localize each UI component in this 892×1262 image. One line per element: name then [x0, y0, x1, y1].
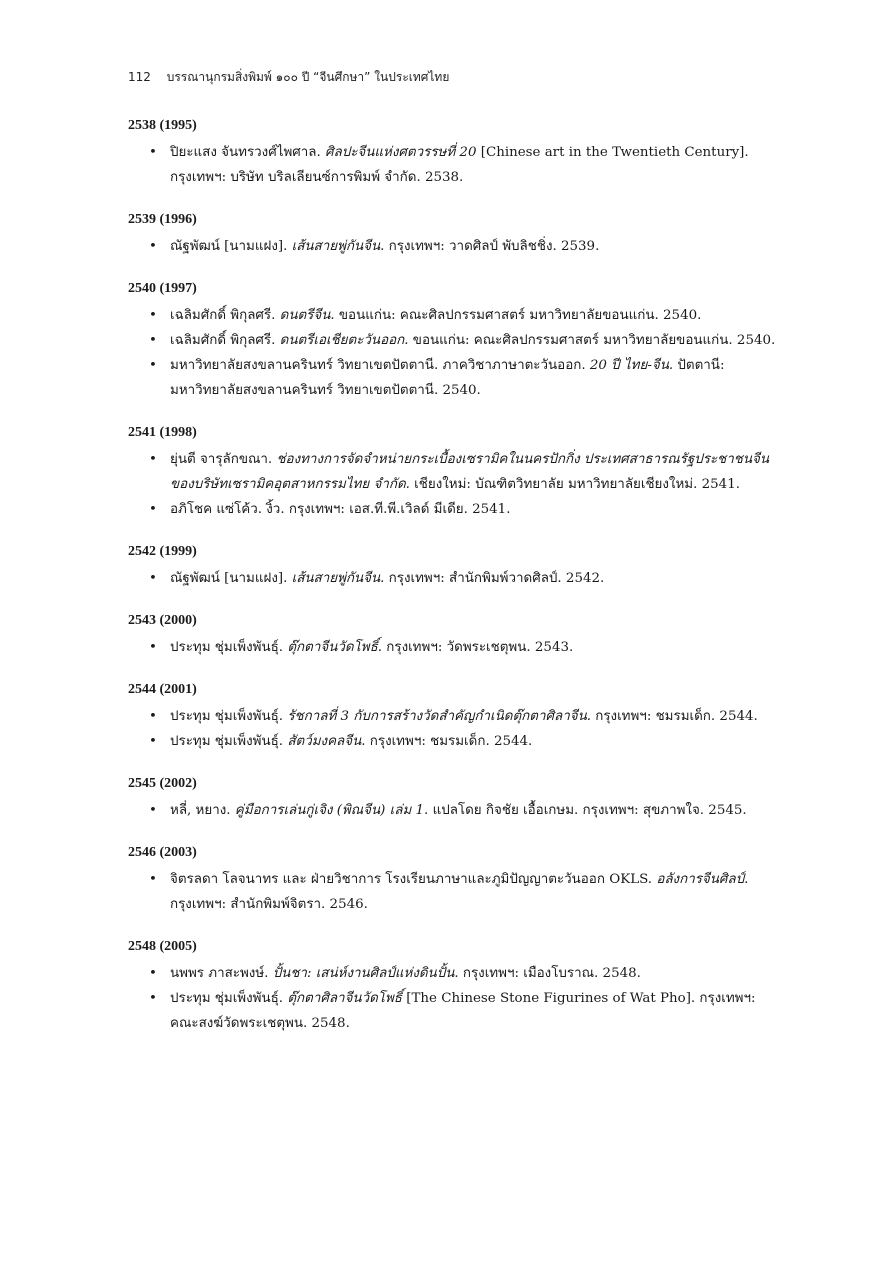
bullet-icon: •: [149, 358, 157, 373]
entry-text: [The Chinese Stone Figurines of Wat Pho]. กรุงเทพฯ: คณะสงฆ์วัดพระเชตุพน. 2548.: [170, 991, 756, 1031]
page-number: 112: [128, 70, 151, 84]
entry-text: กรุงเทพฯ: เมืองโบราณ. 2548.: [458, 966, 641, 981]
entry-title: ดนตรีเอเชียตะวันออก.: [279, 333, 409, 348]
entry-text: แปลโดย กิจชัย เอื้อเกษม. กรุงเทพฯ: สุขภาพใจ. 2545.: [428, 803, 747, 818]
year-heading: 2538 (1995): [128, 118, 197, 133]
year-heading: 2540 (1997): [128, 281, 197, 296]
bullet-icon: •: [149, 872, 157, 887]
bibliography-entry: [128, 353, 778, 403]
entry-text: ณัฐพัฒน์ [นามแฝง].: [170, 239, 292, 254]
entry-text: เฉลิมศักดิ์ พิกุลศรี.: [170, 333, 280, 348]
bullet-icon: •: [149, 709, 157, 724]
bibliography-entry: [128, 566, 778, 591]
entry-title: เส้นสายพู่กันจีน.: [291, 571, 385, 586]
entry-title: ปั้นชา: เสน่ห์งานศิลป์แห่งดินปั้น.: [272, 966, 459, 981]
bibliography-entry: [128, 961, 778, 986]
entry-text: กรุงเทพฯ: ชมรมเด็ก. 2544.: [590, 709, 758, 724]
entry-title: รัชกาลที่ 3 กับการสร้างวัดสำคัญกำเนิดตุ๊กตาศิลาจีน.: [287, 709, 591, 724]
bibliography-entry: [128, 867, 778, 917]
year-section: [128, 544, 778, 591]
bibliography-entry: [128, 328, 778, 353]
year-section: [128, 845, 778, 917]
entry-text: ยุ่นตี จารุลักขณา.: [170, 452, 277, 467]
entry-text: กรุงเทพฯ: ชมรมเด็ก. 2544.: [365, 734, 533, 749]
bullet-icon: •: [149, 734, 157, 749]
bullet-icon: •: [149, 145, 157, 160]
bullet-icon: •: [149, 239, 157, 254]
bibliography-entry: [128, 497, 778, 522]
entry-title: 20 ปี ไทย-จีน.: [589, 358, 674, 373]
entry-text: ขอนแก่น: คณะศิลปกรรมศาสตร์ มหาวิทยาลัยขอนแก่น. 2540.: [408, 333, 776, 348]
bullet-icon: •: [149, 640, 157, 655]
entry-text: ประทุม ชุ่มเพ็งพันธุ์.: [170, 991, 288, 1006]
bibliography-entry: [128, 140, 778, 190]
entry-text: ประทุม ชุ่มเพ็งพันธุ์.: [170, 709, 288, 724]
entry-text: กรุงเทพฯ: วัดพระเชตุพน. 2543.: [382, 640, 574, 655]
year-heading: 2542 (1999): [128, 544, 197, 559]
year-section: [128, 939, 778, 1036]
year-section: [128, 613, 778, 660]
entry-text: กรุงเทพฯ: สำนักพิมพ์วาดศิลป์. 2542.: [384, 571, 605, 586]
entry-title: ช่องทางการจัดจำหน่ายกระเบื้องเซรามิคในนครปักกิ่ง ประเทศสาธารณรัฐประชาชนจีนของบริษัทเซรามิคอุตสาหกรรมไทย จำกัด.: [170, 452, 769, 492]
bullet-icon: •: [149, 991, 157, 1006]
bullet-icon: •: [149, 333, 157, 348]
running-header: [128, 68, 449, 87]
year-section: [128, 118, 778, 190]
entry-title: สัตว์มงคลจีน.: [287, 734, 366, 749]
bibliography-entry: [128, 729, 778, 754]
entry-title: ดนตรีจีน.: [279, 308, 335, 323]
year-heading: 2544 (2001): [128, 682, 197, 697]
entry-title: ตุ๊กตาศิลาจีนวัดโพธิ์: [287, 991, 402, 1006]
entry-text: [Chinese art in the Twentieth Century]. กรุงเทพฯ: บริษัท บริลเลียนซ์การพิมพ์ จำกัด. 2538.: [170, 145, 749, 185]
entry-text: ขอนแก่น: คณะศิลปกรรมศาสตร์ มหาวิทยาลัยขอนแก่น. 2540.: [334, 308, 702, 323]
entry-text: ประทุม ชุ่มเพ็งพันธุ์.: [170, 734, 288, 749]
entry-title: ศิลปะจีนแห่งศตวรรษที่ 20: [325, 145, 477, 160]
entry-text: เชียงใหม่: บัณฑิตวิทยาลัย มหาวิทยาลัยเชียงใหม่. 2541.: [409, 477, 740, 492]
entry-title: เส้นสายพู่กันจีน.: [291, 239, 385, 254]
bullet-icon: •: [149, 803, 157, 818]
entry-text: กรุงเทพฯ: วาดศิลป์ พับลิชชิ่ง. 2539.: [384, 239, 600, 254]
entry-text: มหาวิทยาลัยสงขลานครินทร์ วิทยาเขตปัตตานี. ภาควิชาภาษาตะวันออก.: [170, 358, 590, 373]
entry-text: หลี่, หยาง.: [170, 803, 235, 818]
year-heading: 2541 (1998): [128, 425, 197, 440]
year-heading: 2548 (2005): [128, 939, 197, 954]
entry-text: เฉลิมศักดิ์ พิกุลศรี.: [170, 308, 280, 323]
bibliography-entry: [128, 303, 778, 328]
bibliography-entry: [128, 986, 778, 1036]
year-section: [128, 212, 778, 259]
entry-text: จิตรลดา โลจนาทร และ ฝ่ายวิชาการ โรงเรียนภาษาและภูมิปัญญาตะวันออก OKLS.: [170, 872, 657, 887]
bibliography-entry: [128, 704, 778, 729]
bibliography-entry: [128, 798, 778, 823]
bullet-icon: •: [149, 966, 157, 981]
entry-title: คู่มือการเล่นกู่เจิง (พิณจีน) เล่ม 1.: [234, 803, 429, 818]
bibliography-entry: [128, 635, 778, 660]
entry-text: อภิโชค แซ่โค้ว. งิ้ว. กรุงเทพฯ: เอส.ที.พี.เวิลด์ มีเดีย. 2541.: [170, 502, 511, 517]
running-title: บรรณานุกรมสิ่งพิมพ์ ๑๐๐ ปี “จีนศึกษา” ในประเทศไทย: [166, 70, 450, 84]
bullet-icon: •: [149, 502, 157, 517]
bibliography-entry: [128, 447, 778, 497]
year-section: [128, 682, 778, 754]
year-heading: 2545 (2002): [128, 776, 197, 791]
year-heading: 2543 (2000): [128, 613, 197, 628]
bibliography-list: [128, 118, 778, 1058]
year-heading: 2546 (2003): [128, 845, 197, 860]
entry-title: ตุ๊กตาจีนวัดโพธิ์.: [287, 640, 383, 655]
year-heading: 2539 (1996): [128, 212, 197, 227]
year-section: [128, 281, 778, 403]
entry-text: ปิยะแสง จันทรวงศ์ไพศาล.: [170, 145, 326, 160]
entry-text: ประทุม ชุ่มเพ็งพันธุ์.: [170, 640, 288, 655]
bullet-icon: •: [149, 308, 157, 323]
entry-text: ณัฐพัฒน์ [นามแฝง].: [170, 571, 292, 586]
entry-text: นพพร ภาสะพงษ์.: [170, 966, 273, 981]
entry-title: อลังการจีนศิลป์.: [656, 872, 749, 887]
year-section: [128, 776, 778, 823]
entry-text: กรุงเทพฯ: สำนักพิมพ์จิตรา. 2546.: [170, 897, 368, 912]
year-section: [128, 425, 778, 522]
bullet-icon: •: [149, 571, 157, 586]
entry-text: ปัตตานี: มหาวิทยาลัยสงขลานครินทร์ วิทยาเขตปัตตานี. 2540.: [170, 358, 725, 398]
bullet-icon: •: [149, 452, 157, 467]
bibliography-entry: [128, 234, 778, 259]
